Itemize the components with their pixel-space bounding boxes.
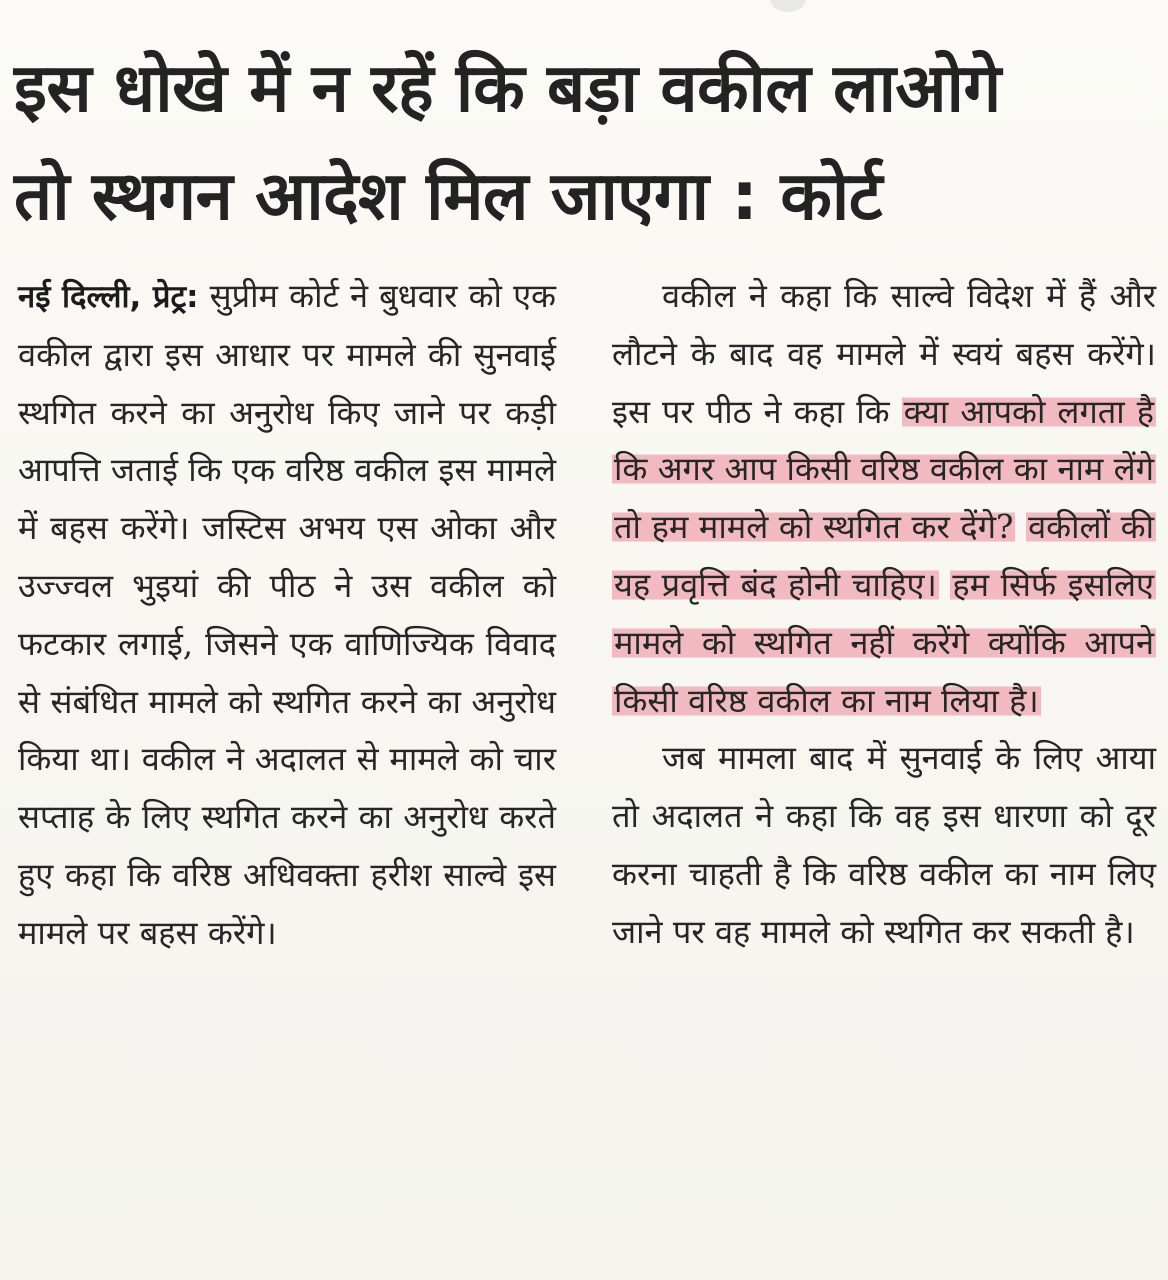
right-para1-intro: वकील ने कहा कि साल्वे विदेश में हैं और लौटने के बाद वह मामले में स्वयं बहस करेंगे। इस पर पीठ ने कहा कि — [612, 277, 1156, 431]
right-paragraph-2 — [612, 730, 1156, 961]
dateline: नई दिल्ली, प्रेट्र: — [18, 279, 199, 315]
left-paragraph — [18, 268, 556, 963]
highlighted-quote-3: हम सिर्फ इसलिए मामले को स्थगित नहीं करेंगे क्योंकि आपने किसी वरिष्ठ वकील का नाम लिया है। — [614, 565, 1154, 720]
headline-line-2: तो स्थगन आदेश मिल जाएगा : कोर्ट — [14, 157, 882, 235]
scan-smudge — [770, 0, 806, 12]
headline-line-1: इस धोखे में न रहें कि बड़ा वकील लाओगे — [14, 49, 1001, 127]
left-body-text: सुप्रीम कोर्ट ने बुधवार को एक वकील द्वारा इस आधार पर मामले की सुनवाई स्थगित करने का अनुरोध किए जाने पर कड़ी आपत्ति जताई कि एक वरिष्ठ वकील इस मामले में बहस करेंगे। जस्टिस अभय एस ओका और उज्ज्वल भुइयां की पीठ ने उस वकील को फटकार लगाई, जिसने एक वाणिज्यिक विवाद से संबंधित मामले को स्थगित करने का अनुरोध किया था। वकील ने अदालत से मामले को चार सप्ताह के लिए स्थगित करने का अनुरोध करते हुए कहा कि वरिष्ठ अधिवक्ता हरीश साल्वे इस मामले पर बहस करेंगे। — [18, 277, 556, 952]
highlighted-quote-2: वकीलों की यह प्रवृत्ति बंद होनी चाहिए। — [614, 508, 1154, 604]
article-left-column — [18, 268, 556, 963]
right-para2-text: जब मामला बाद में सुनवाई के लिए आया तो अदालत ने कहा कि वह इस धारणा को दूर करना चाहती है कि वरिष्ठ वकील का नाम लिए जाने पर वह मामले को स्थगित कर सकती है। — [612, 739, 1156, 951]
headline — [14, 34, 1154, 250]
article-right-column — [612, 268, 1156, 962]
highlighted-quote-1: क्या आपको लगता है कि अगर आप किसी वरिष्ठ वकील का नाम लेंगे तो हम मामले को स्थगित कर देंगे? — [614, 392, 1154, 547]
right-paragraph-1 — [612, 268, 1156, 730]
